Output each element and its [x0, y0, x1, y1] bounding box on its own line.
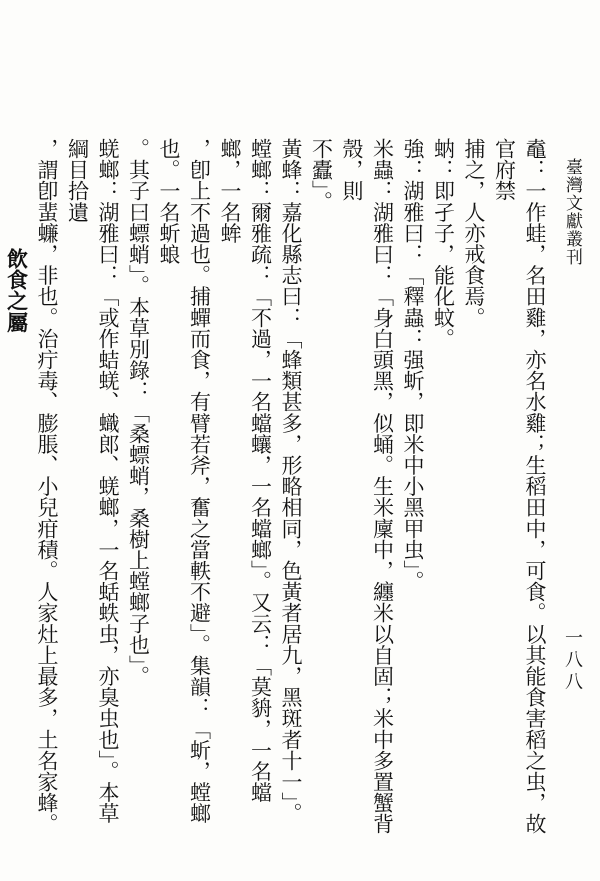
- entry-mantis-continued-1: ，卽上不過也。捕蟬而食，有臂若斧，奮之當軼不避」。集韻：「蚚，螳螂也。一名蚚蜋: [157, 138, 212, 824]
- page-header: [552, 0, 592, 881]
- body-text: [4, 138, 550, 838]
- running-title: 臺灣文獻叢刊: [562, 158, 582, 266]
- entry-rice-worm: 米蟲：湖雅曰：「身白頭黑，似蛹。生米廩中，纏米以自固；米中多置蟹背殼，則: [340, 138, 395, 835]
- entry-frog: 鼁：一作蛙，名田雞，亦名水雞；生稻田中，可食。以其能食害稻之虫，故官府禁: [492, 138, 547, 835]
- entry-salt: [0, 138, 1, 838]
- entry-larva: 蚋：即孑子，能化蚊。: [431, 138, 456, 349]
- entry-rice-worm-continued: 不蠹」。: [309, 138, 334, 212]
- section-title: 飲食之屬: [4, 248, 30, 333]
- entry-frog-continued: 捕之，人亦戒食焉。: [462, 138, 486, 328]
- entry-mantis: 螳螂：爾雅疏：「不過，一名蟷蠰，一名蟷螂」。又云：「莫貈，一名蟷螂，一名蛑: [218, 138, 273, 803]
- entry-mantis-continued-2: 。其子曰螵蛸」。本草別錄：「桑螵蛸，桑樹上螳螂子也」。: [126, 138, 151, 687]
- entry-weevil: 強：湖雅曰：「釋蟲：强蚚，即米中小黑甲虫」。: [401, 138, 425, 592]
- entry-yellow-wasp: 黃蜂：嘉化縣志曰：「蜂類甚多，形略相同，色黃者居九，黑斑者十一」。: [279, 138, 303, 824]
- entry-dung-beetle: 蜣螂：湖雅曰：「或作蛣蜣、蟙郎、蜣螂，一名蛞蛈虫，亦臭虫也」。本草綱目拾遺: [65, 138, 120, 824]
- entry-dung-beetle-continued: ，謂卽蜚蠊，非也。治疔毒、膨脹、小兒疳積。人家灶上最多，土名家蜂。: [35, 138, 59, 835]
- page-number: 一八八: [562, 628, 583, 694]
